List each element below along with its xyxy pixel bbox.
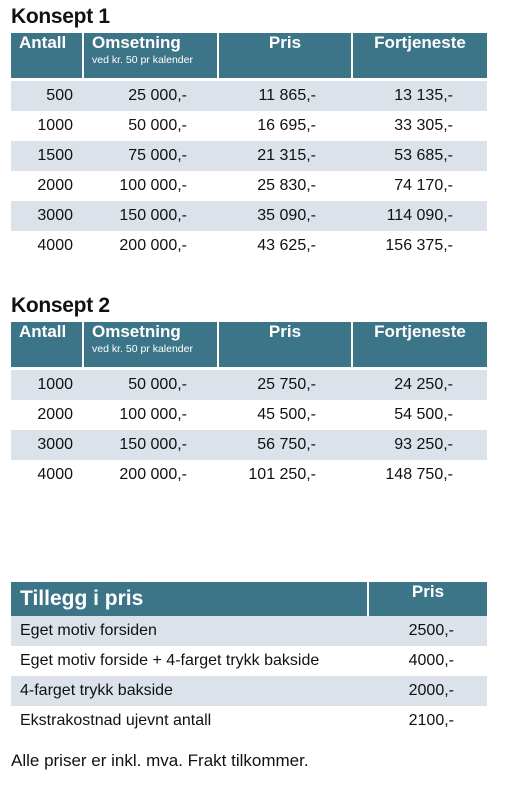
footer-note: Alle priser er inkl. mva. Frakt tilkommer. [11,751,309,770]
header-omsetning-label: Omsetning [92,322,181,341]
table-cell: 100 000,- [119,406,187,423]
header-pris: Pris [218,322,352,367]
table-cell: 54 500,- [394,406,453,423]
header-omsetning-label: Omsetning [92,33,181,52]
table-row [11,646,487,676]
table-cell: 93 250,- [352,430,487,460]
table-cell: 74 170,- [394,177,453,194]
table-cell: 101 250,- [248,466,316,483]
table-cell: 100 000,- [119,177,187,194]
table-cell: 150 000,- [83,430,218,460]
tillegg-table [11,582,487,736]
table-cell: 75 000,- [83,141,218,171]
table-row [11,81,487,111]
table-cell: 200 000,- [119,237,187,254]
header-antall: Antall [11,33,83,78]
table-cell: 2500,- [368,616,487,646]
header-pris: Pris [368,582,487,616]
table-row [11,370,487,400]
table-cell: Eget motiv forsiden [11,616,368,646]
table-cell: 2000 [37,406,73,423]
header-omsetning-sub: ved kr. 50 pr kalender [92,343,193,355]
table-cell: 2000,- [368,676,487,706]
table-cell: 114 090,- [352,201,487,231]
header-omsetning [83,33,218,78]
header-omsetning-sub: ved kr. 50 pr kalender [92,54,193,66]
table-cell: 13 135,- [352,81,487,111]
table-cell: 4000 [37,466,73,483]
table-cell: 1000 [11,370,83,400]
table-cell: 16 695,- [257,117,316,134]
table-cell: 43 625,- [257,237,316,254]
table-cell: 148 750,- [385,466,453,483]
table-row [11,231,487,261]
table-row [11,201,487,231]
table-cell: 45 500,- [257,406,316,423]
table-cell: 200 000,- [119,466,187,483]
table-row [11,400,487,430]
table-cell: 156 375,- [385,237,453,254]
header-omsetning [83,322,218,367]
header-fortjeneste: Fortjeneste [352,33,487,78]
table-row [11,141,487,171]
tillegg-title: Tillegg i pris [11,582,368,616]
table-row [11,676,487,706]
table-cell: 4-farget trykk bakside [11,676,368,706]
header-fortjeneste: Fortjeneste [352,322,487,367]
table-row [11,111,487,141]
konsept2-table [11,322,487,490]
table-cell: 25 000,- [83,81,218,111]
table-row [11,430,487,460]
table-cell: 21 315,- [218,141,352,171]
table-cell: 24 250,- [352,370,487,400]
table-cell: 50 000,- [128,117,187,134]
table-cell: Ekstrakostnad ujevnt antall [20,712,212,729]
table-cell: 500 [11,81,83,111]
table-cell: 150 000,- [83,201,218,231]
table-cell: 3000 [11,201,83,231]
table-cell: 56 750,- [218,430,352,460]
table-cell: 25 750,- [218,370,352,400]
konsept1-title: Konsept 1 [11,5,110,28]
table-cell: 50 000,- [83,370,218,400]
table-cell: 25 830,- [257,177,316,194]
table-cell: 1500 [11,141,83,171]
header-antall: Antall [11,322,83,367]
table-row [11,460,487,490]
konsept2-title: Konsept 2 [11,294,110,317]
table-row [11,706,487,736]
table-cell: 1000 [37,117,73,134]
table-cell: 35 090,- [218,201,352,231]
table-cell: 11 865,- [218,81,352,111]
table-row [11,616,487,646]
konsept1-table [11,33,487,261]
table-cell: 2000 [37,177,73,194]
header-pris: Pris [218,33,352,78]
table-cell: Eget motiv forside + 4-farget trykk bakside [20,652,320,669]
table-cell: 33 305,- [394,117,453,134]
table-cell: 4000 [37,237,73,254]
table-cell: 4000,- [408,652,454,669]
table-cell: 2100,- [408,712,454,729]
table-row [11,171,487,201]
table-cell: 53 685,- [352,141,487,171]
table-cell: 3000 [11,430,83,460]
